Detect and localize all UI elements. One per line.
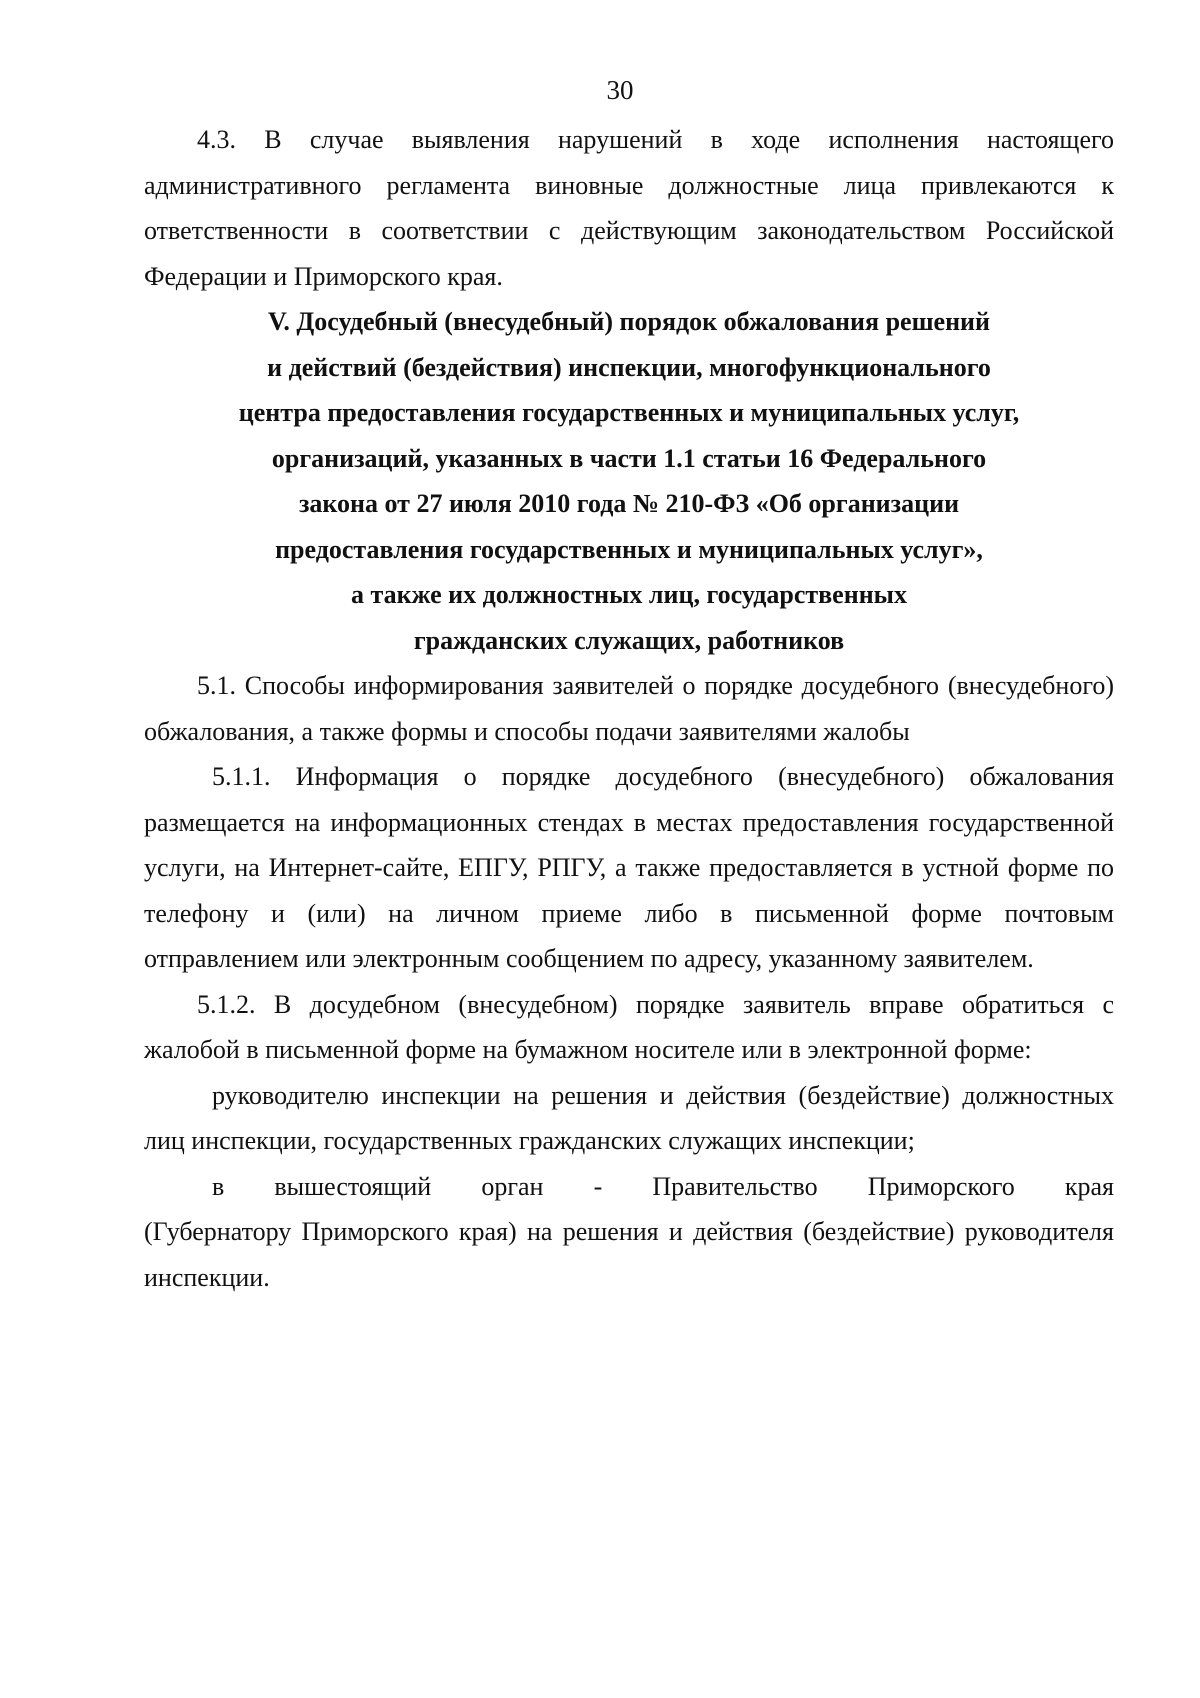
heading-line: предоставления государственных и муниципальных услуг», <box>275 534 983 564</box>
document-body <box>144 117 1114 1300</box>
heading-line: V. Досудебный (внесудебный) порядок обжалования решений <box>267 307 991 336</box>
paragraph-head-of-inspection: руководителю инспекции на решения и действия (бездействие) должностных лиц инспекции, государственных гражданских служащих инспекции; <box>144 1080 1114 1155</box>
heading-line: а также их должностных лиц, государственных <box>351 580 907 609</box>
section-v-heading <box>144 299 1114 663</box>
heading-line: закона от 27 июля 2010 года № 210-ФЗ «Об организации <box>298 489 960 518</box>
paragraph-5-1-1: 5.1.1. Информация о порядке досудебного (внесудебного) обжалования размещается на информационных стендах в местах предоставления государственной услуги, на Интернет-сайте, ЕПГУ, РПГУ, а также предоставляется в устной форме по телефону и (или) на личном приеме либо в письменной форме почтовым отправлением или электронным сообщением по адресу, указанному заявителем. <box>144 762 1114 973</box>
paragraph-higher-body-first-line: в вышестоящий орган - Правительство Приморского края <box>212 1171 1114 1201</box>
heading-line: и действий (бездействия) инспекции, многофункционального <box>267 352 991 382</box>
heading-line: организаций, указанных в части 1.1 статьи 16 Федерального <box>271 443 987 473</box>
heading-line: центра предоставления государственных и муниципальных услуг, <box>238 398 1020 427</box>
paragraph-5-1-2: 5.1.2. В досудебном (внесудебном) порядке заявитель вправе обратиться с жалобой в письменной форме на бумажном носителе или в электронной форме: <box>144 989 1114 1064</box>
heading-line: гражданских служащих, работников <box>413 625 845 655</box>
paragraph-higher-body-rest: (Губернатору Приморского края) на решения и действия (бездействие) руководителя инспекции. <box>144 1217 1114 1292</box>
paragraph-5-1: 5.1. Способы информирования заявителей о порядке досудебного (внесудебного) обжалования, а также формы и способы подачи заявителями жалобы <box>144 671 1114 746</box>
page-number: 30 <box>606 75 634 105</box>
paragraph-4-3: 4.3. В случае выявления нарушений в ходе исполнения настоящего административного регламента виновные должностные лица привлекаются к ответственности в соответствии с действующим законодательством Российской Федерации и Приморского края. <box>144 125 1114 291</box>
